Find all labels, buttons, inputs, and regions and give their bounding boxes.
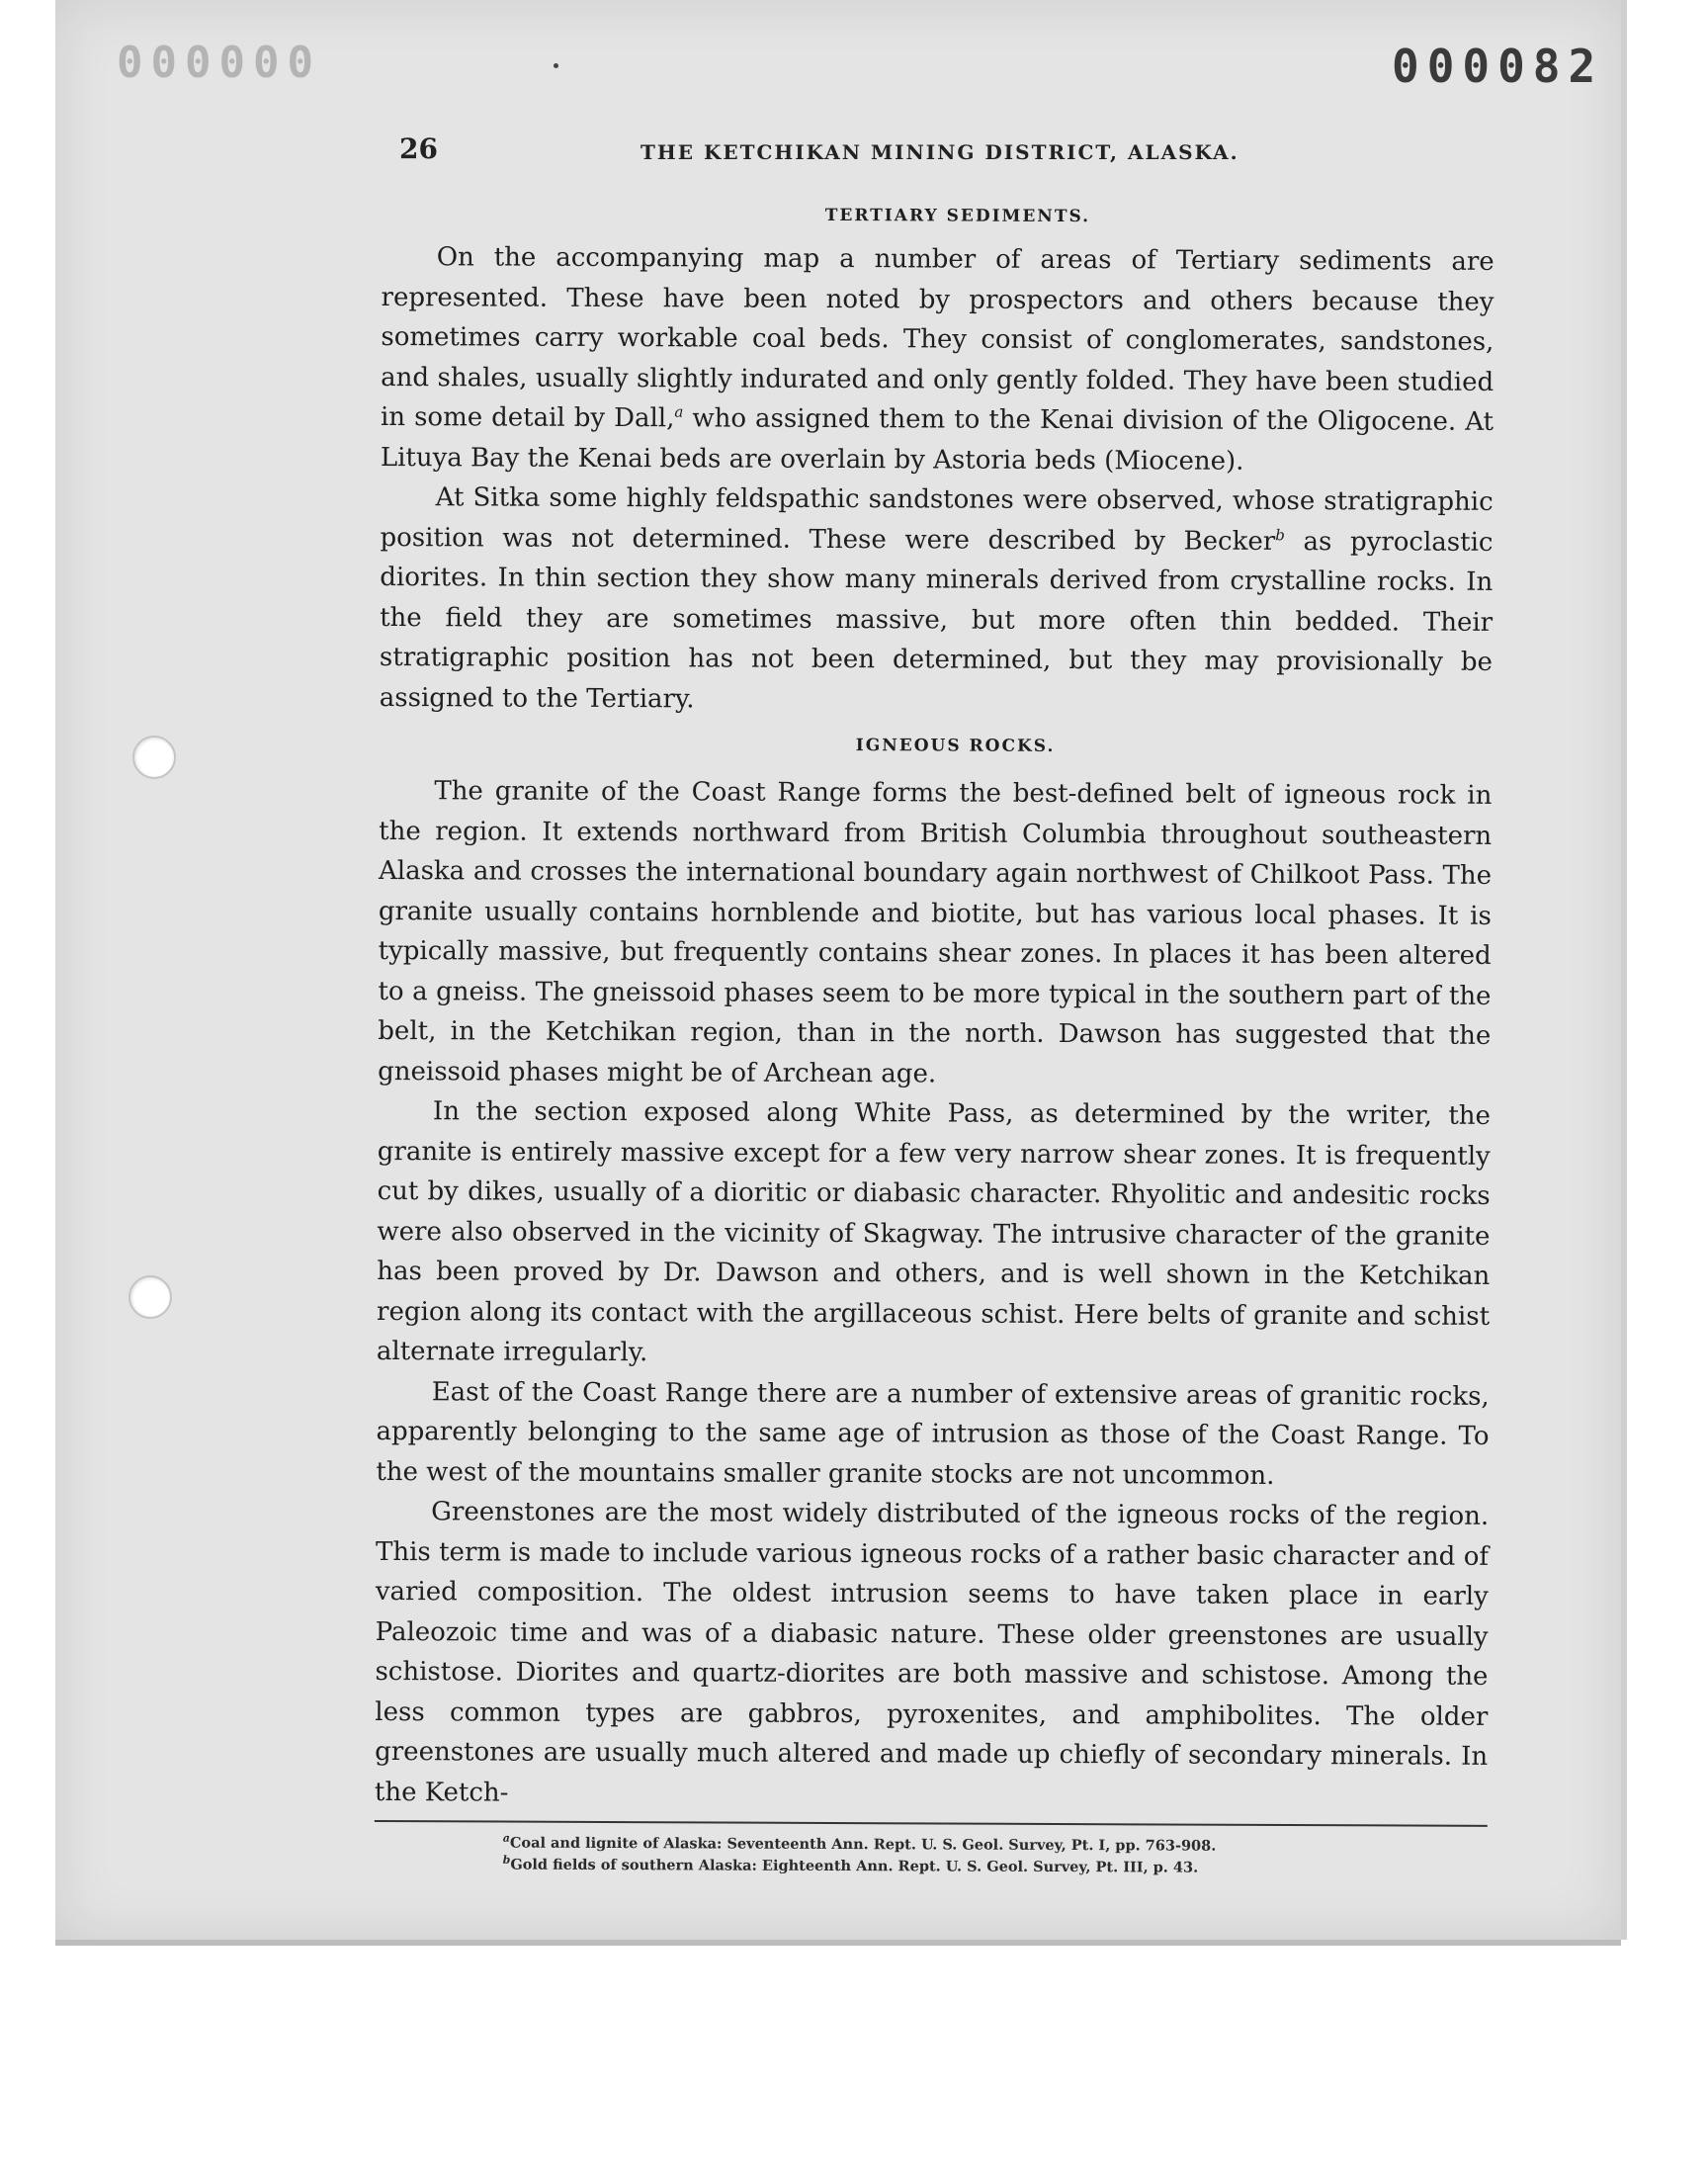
footnote-ref-a: a bbox=[674, 402, 684, 421]
paragraph-text: At Sitka some highly feldspathic sandstones were observed, whose stratigraphic position was not determined. These were described by Becker bbox=[380, 482, 1494, 557]
footnote-text: Gold fields of southern Alaska: Eighteenth Ann. Rept. U. S. Geol. Survey, Pt. III, p. 43. bbox=[510, 1856, 1199, 1876]
footnote-ref-b: b bbox=[1275, 525, 1285, 544]
section-heading-tertiary: TERTIARY SEDIMENTS. bbox=[824, 205, 1091, 227]
paragraph-text: who assigned them to the Kenai division of the Oligocene. At Lituya Bay the Kenai beds are overlain by Astoria beds (Miocene). bbox=[380, 403, 1494, 477]
footnote-text: Coal and lignite of Alaska: Seventeenth Ann. Rept. U. S. Geol. Survey, Pt. I, pp. 763-908. bbox=[509, 1834, 1217, 1855]
body-text bbox=[375, 198, 1494, 1880]
section-heading-igneous: IGNEOUS ROCKS. bbox=[855, 736, 1056, 756]
paragraph-text: as pyroclastic diorites. In thin section they show many minerals derived from crystalline rocks. In the field they are sometimes massive, but more often thin bedded. Their stratigraphic position has not been determined, but they may provisionally be assigned to the Tertiary. bbox=[379, 526, 1494, 714]
footnote-b bbox=[503, 1855, 1488, 1880]
running-head: THE KETCHIKAN MINING DISTRICT, ALASKA. bbox=[640, 140, 1239, 164]
footnote-marker: a bbox=[502, 1831, 510, 1845]
paragraph-text: On the accompanying map a number of areas of Tertiary sediments are represented. These have been noted by prospectors and others because they sometimes carry workable coal beds. They consist of conglomerates, sandstones, and shales, usually slightly indurated and only gently folded. They have been studied in some detail by Dall, bbox=[380, 242, 1494, 434]
paragraph-tertiary-1 bbox=[381, 237, 1494, 482]
footnote-marker: b bbox=[502, 1853, 511, 1867]
paragraph-igneous-3: East of the Coast Range there are a number of extensive areas of granitic rocks, apparently belonging to the same age of intrusion as those of the Coast Range. To the west of the mountains smaller granite stocks are not uncommon. bbox=[376, 1376, 1490, 1491]
paragraph-igneous-1: The granite of the Coast Range forms the best-defined belt of igneous rock in the region. It extends northward from British Columbia throughout southeastern Alaska and crosses the international boundary again northwest of Chilkoot Pass. The granite usually contains hornblende and biotite, but has various local phases. It is typically massive, but frequently contains shear zones. In places it has been altered to a gneiss. The gneissoid phases seem to be more typical in the southern part of the belt, in the Ketchikan region, than in the north. Dawson has suggested that the gneissoid phases might be of Archean age. bbox=[378, 776, 1493, 1088]
page-number: 26 bbox=[399, 132, 438, 165]
paragraph-tertiary-2 bbox=[380, 478, 1494, 723]
binder-hole-upper bbox=[132, 736, 176, 779]
mirrored-stamp-number: 000000 bbox=[109, 38, 313, 88]
paragraph-igneous-2: In the section exposed along White Pass, as determined by the writer, the granite is entirely massive except for a few very narrow shear zones. It is frequently cut by dikes, usually of a dioritic or diabasic character. Rhyolitic and andesitic rocks were also observed in the vicinity of Skagway. The intrusive character of the granite has been proved by Dr. Dawson and others, and is well shown in the Ketchikan region along its contact with the argillaceous schist. Here belts of granite and schist alternate irregularly. bbox=[376, 1096, 1492, 1368]
paragraph-igneous-4: Greenstones are the most widely distributed of the igneous rocks of the region. This term is made to include various igneous rocks of a rather basic character and of varied composition. The oldest intrusion seems to have taken place in early Paleozoic time and was of a diabasic nature. These older greenstones are usually schistose. Diorites and quartz-diorites are both massive and schistose. Among the less common types are gabbros, pyroxenites, and amphibolites. The older greenstones are usually much altered and made up chiefly of secondary minerals. In the Ketch- bbox=[374, 1497, 1490, 1808]
scan-speck bbox=[554, 63, 558, 68]
page-stamp-number: 000082 bbox=[1392, 40, 1604, 93]
binder-hole-lower bbox=[128, 1275, 172, 1319]
footnote-rule bbox=[375, 1820, 1488, 1827]
footnotes bbox=[375, 1832, 1488, 1880]
page-header bbox=[399, 132, 1487, 172]
